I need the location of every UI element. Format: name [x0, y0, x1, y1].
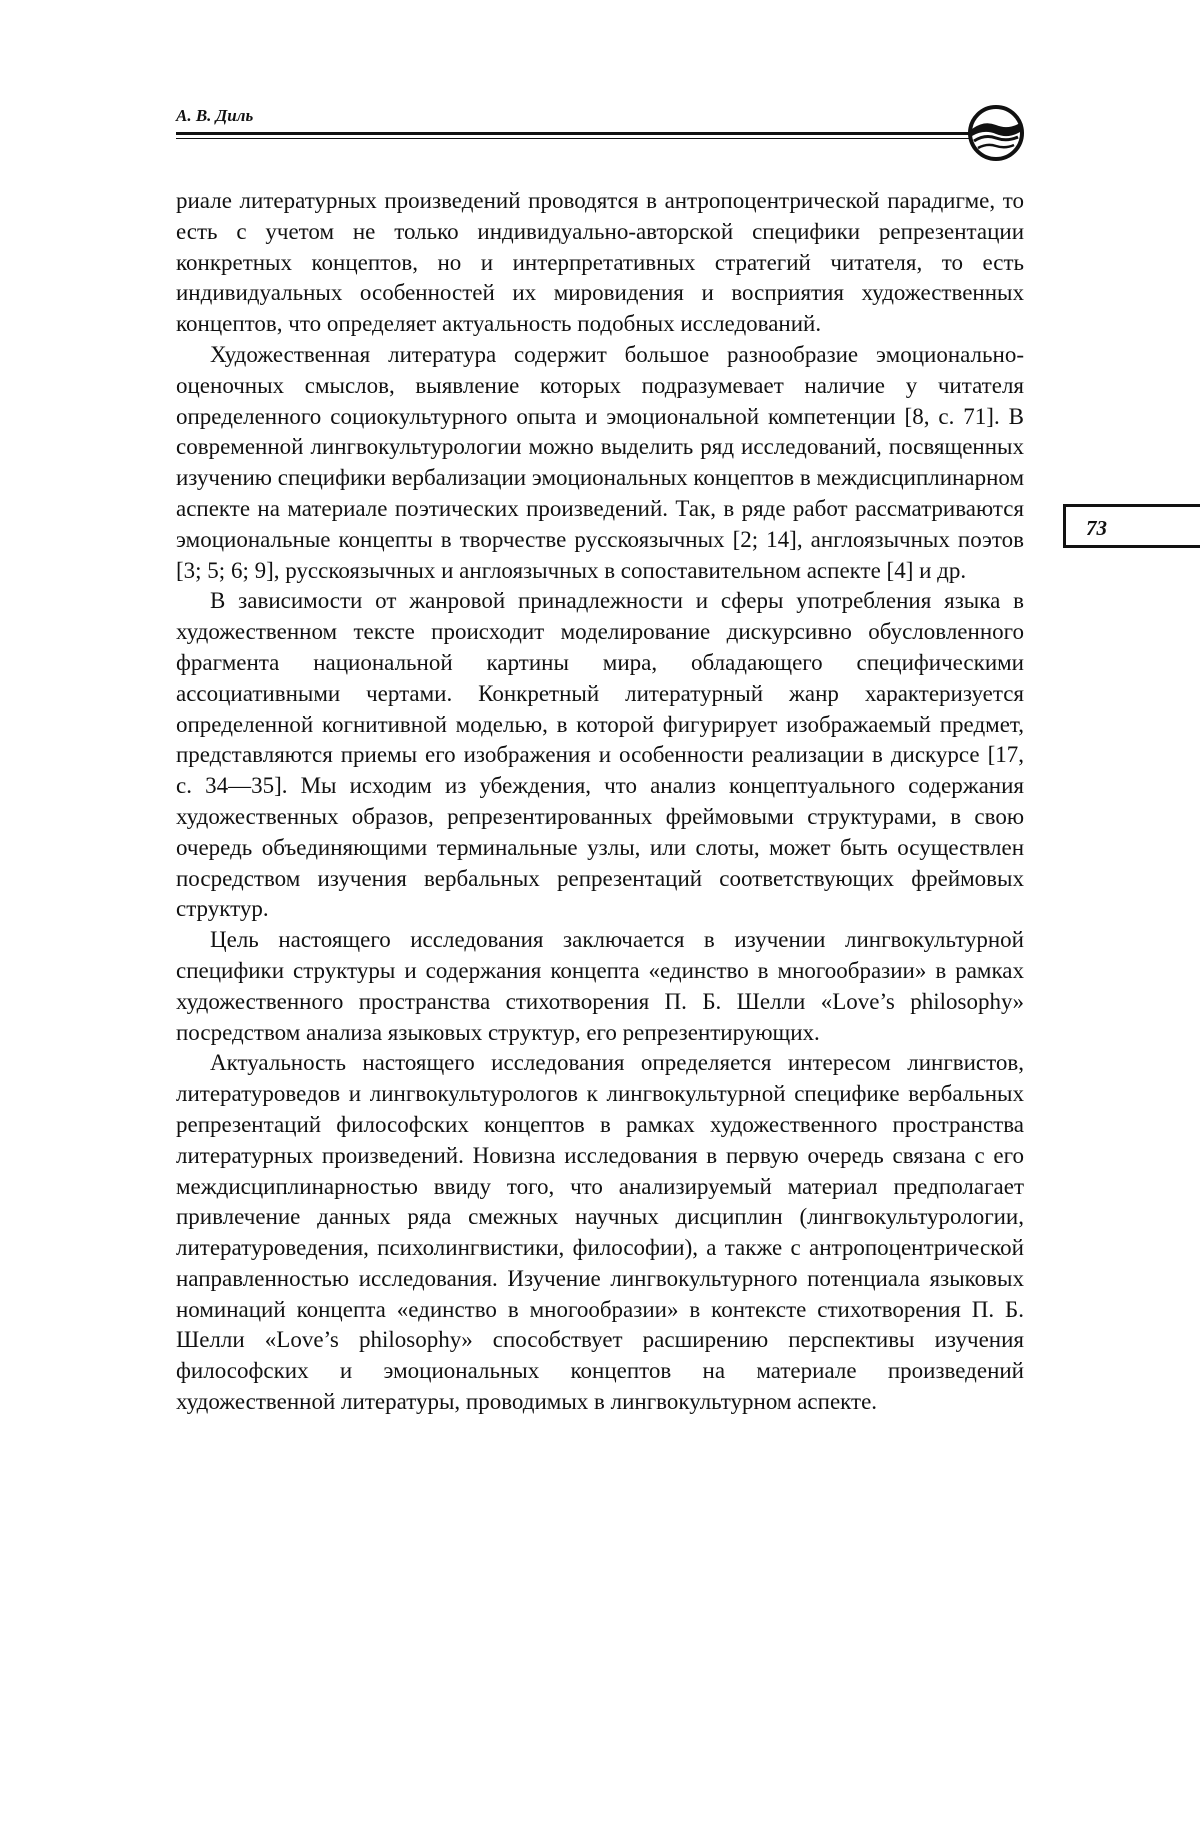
running-head-author: А. В. Диль [176, 106, 254, 125]
journal-wave-logo-icon [966, 103, 1026, 163]
page-number-box [1063, 504, 1200, 548]
paragraph-research-goal: Цель настоящего исследования заключается в изучении лингвокультурной специфики структуры и содержания концепта «единство в многообразии» в рамках художественного пространства стихотворения П. Б. Шелли «Love’s philosophy» посредством анализа языковых структур, его репрезентирующих. [176, 927, 1024, 1045]
header-rule-thin [176, 138, 976, 139]
body-text [176, 186, 1024, 1418]
header-rule-thick [176, 132, 976, 135]
paragraph-fiction-emotional-meanings: Художественная литература содержит большое разнообразие эмоционально-оценочных смыслов, выявление которых подразумевает наличие у читателя определенного социокультурного опыта и эмоциональной компетенции [8, с. 71]. В современной лингвокультурологии можно выделить ряд исследований, посвященных изучению специфики вербализации эмоциональных концептов в междисциплинарном аспекте на материале поэтических произведений. Так, в ряде работ рассматриваются эмоциональные концепты в творчестве русскоязычных [2; 14], англоязычных поэтов [3; 5; 6; 9], русскоязычных и англоязычных в сопоставительном аспекте [4] и др. [176, 341, 1025, 583]
paragraph-genre-modeling: В зависимости от жанровой принадлежности и сферы употребления языка в художественном тексте происходит моделирование дискурсивно обусловленного фрагмента национальной картины мира, обладающего специфическими ассоциативными чертами. Конкретный литературный жанр характеризуется определенной когнитивной моделью, в которой фигурирует изображаемый предмет, представляются приемы его изображения и особенности реализации в дискурсе [17, с. 34—35]. Мы исходим из убеждения, что анализ концептуального содержания художественных образов, репрезентированных фреймовыми структурами, в свою очередь объединяющими терминальные узлы, или слоты, может быть осуществлен посредством изучения вербальных репрезентаций соответствующих фреймовых структур. [176, 588, 1024, 922]
page-number: 73 [1086, 516, 1107, 540]
paragraph-continuation: риале литературных произведений проводятся в антропоцентрической парадигме, то есть с учетом не только индивидуально-авторской специфики репрезентации конкретных концептов, но и интерпретативных стратегий читателя, то есть индивидуальных особенностей их мировидения и восприятия художественных концептов, что определяет актуальность подобных исследований. [176, 188, 1024, 337]
paragraph-relevance-novelty: Актуальность настоящего исследования определяется интересом лингвистов, литературоведов и лингвокультурологов к лингвокультурной специфике вербальных репрезентаций философских концептов в рамках художественного пространства литературных произведений. Новизна исследования в первую очередь связана с его междисциплинарностью ввиду того, что анализируемый материал предполагает привлечение данных ряда смежных научных дисциплин (лингвокультурологии, литературоведения, психолингвистики, философии), а также с антропоцентрической направленностью исследования. Изучение лингвокультурного потенциала языковых номинаций концепта «единство в многообразии» в контексте стихотворения П. Б. Шелли «Love’s philosophy» способствует расширению перспективы изучения философских и эмоциональных концептов на материале произведений художественной литературы, проводимых в лингвокультурном аспекте. [176, 1050, 1024, 1415]
